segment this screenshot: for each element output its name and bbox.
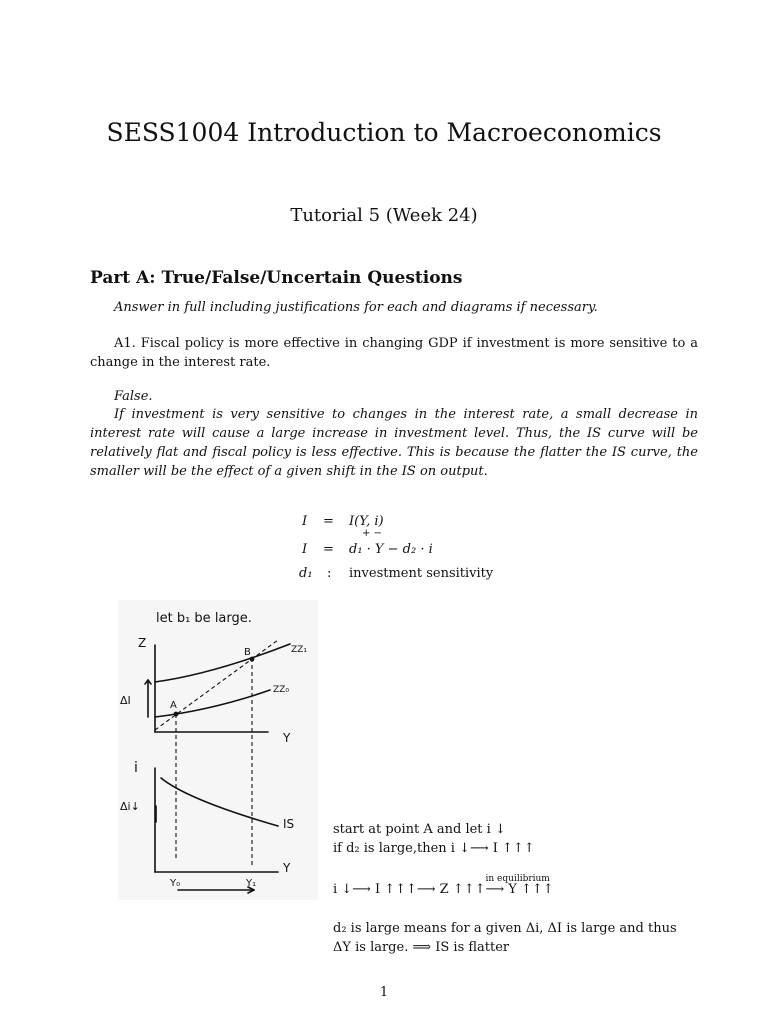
eq2-op: = <box>323 542 334 557</box>
point-a-marker <box>174 712 179 717</box>
explanation-line-3 <box>333 874 554 899</box>
point-b-label: B <box>244 647 251 658</box>
eq3-op: : <box>327 566 332 581</box>
explanation-line-2: if d₂ is large,then i ↓⟶ I ↑↑↑ <box>333 841 535 856</box>
eq3-rhs: investment sensitivity <box>349 566 494 581</box>
part-a-heading: Part A: True/False/Uncertain Questions <box>90 268 463 288</box>
document-title: SESS1004 Introduction to Macroeconomics <box>106 118 662 147</box>
is-label: IS <box>283 817 295 831</box>
page-number: 1 <box>379 985 389 1000</box>
explanation-line-4: d₂ is large means for a given Δi, ΔI is large and thus <box>333 921 677 936</box>
bottom-x-label: Y <box>283 861 291 875</box>
zz0-label: ZZ₀ <box>273 685 289 695</box>
point-a-label: A <box>170 700 177 711</box>
diagram-caption: let b₁ be large. <box>156 611 252 626</box>
bottom-y-label: i <box>134 760 138 776</box>
line3-over: in equilibrium <box>485 874 550 884</box>
is-curve-diagram <box>118 600 318 900</box>
zz1-label: ZZ₁ <box>291 645 307 655</box>
answer-text: If investment is very sensitive to changes in the interest rate, a small decrease in interest rate will cause a large increase in investment level. Thus, the IS curve will be relatively flat and fiscal policy is less effective. This is because the flatter the IS curve, the smaller will be the effect of a given shift in the IS on output. <box>90 407 698 479</box>
eq1-rhs: I(Y, i) <box>349 514 384 529</box>
eq1-lhs: I <box>302 514 308 529</box>
explanation-line-5: ΔY is large. ⟹ IS is flatter <box>333 940 510 955</box>
line3-right: ⟶ Y ↑↑↑ <box>485 882 554 897</box>
y1-label: Y₁ <box>246 878 257 889</box>
delta-rate-label: Δi↓ <box>120 800 140 813</box>
question-a1: A1. Fiscal policy is more effective in changing GDP if investment is more sensitive to a change in the interest rate. <box>90 336 698 370</box>
eq2-rhs: d₁ · Y − d₂ · i <box>349 542 433 557</box>
explanation-line-1: start at point A and let i ↓ <box>333 822 506 837</box>
eq1-op: = <box>323 514 334 529</box>
line3-left: i ↓⟶ I ↑↑↑⟶ Z ↑↑↑ <box>333 882 486 897</box>
top-y-label: Z <box>138 636 147 650</box>
eq1-signs: + − <box>362 528 382 539</box>
delta-i-label: ΔI <box>120 694 131 707</box>
document-subtitle: Tutorial 5 (Week 24) <box>290 205 478 226</box>
answer-label: False. <box>114 389 153 404</box>
eq2-lhs: I <box>302 542 308 557</box>
instructions-text: Answer in full including justifications for each and diagrams if necessary. <box>114 300 598 315</box>
top-x-label: Y <box>283 731 291 745</box>
y0-label: Y₀ <box>170 878 181 889</box>
eq3-lhs: d₁ <box>299 566 313 581</box>
